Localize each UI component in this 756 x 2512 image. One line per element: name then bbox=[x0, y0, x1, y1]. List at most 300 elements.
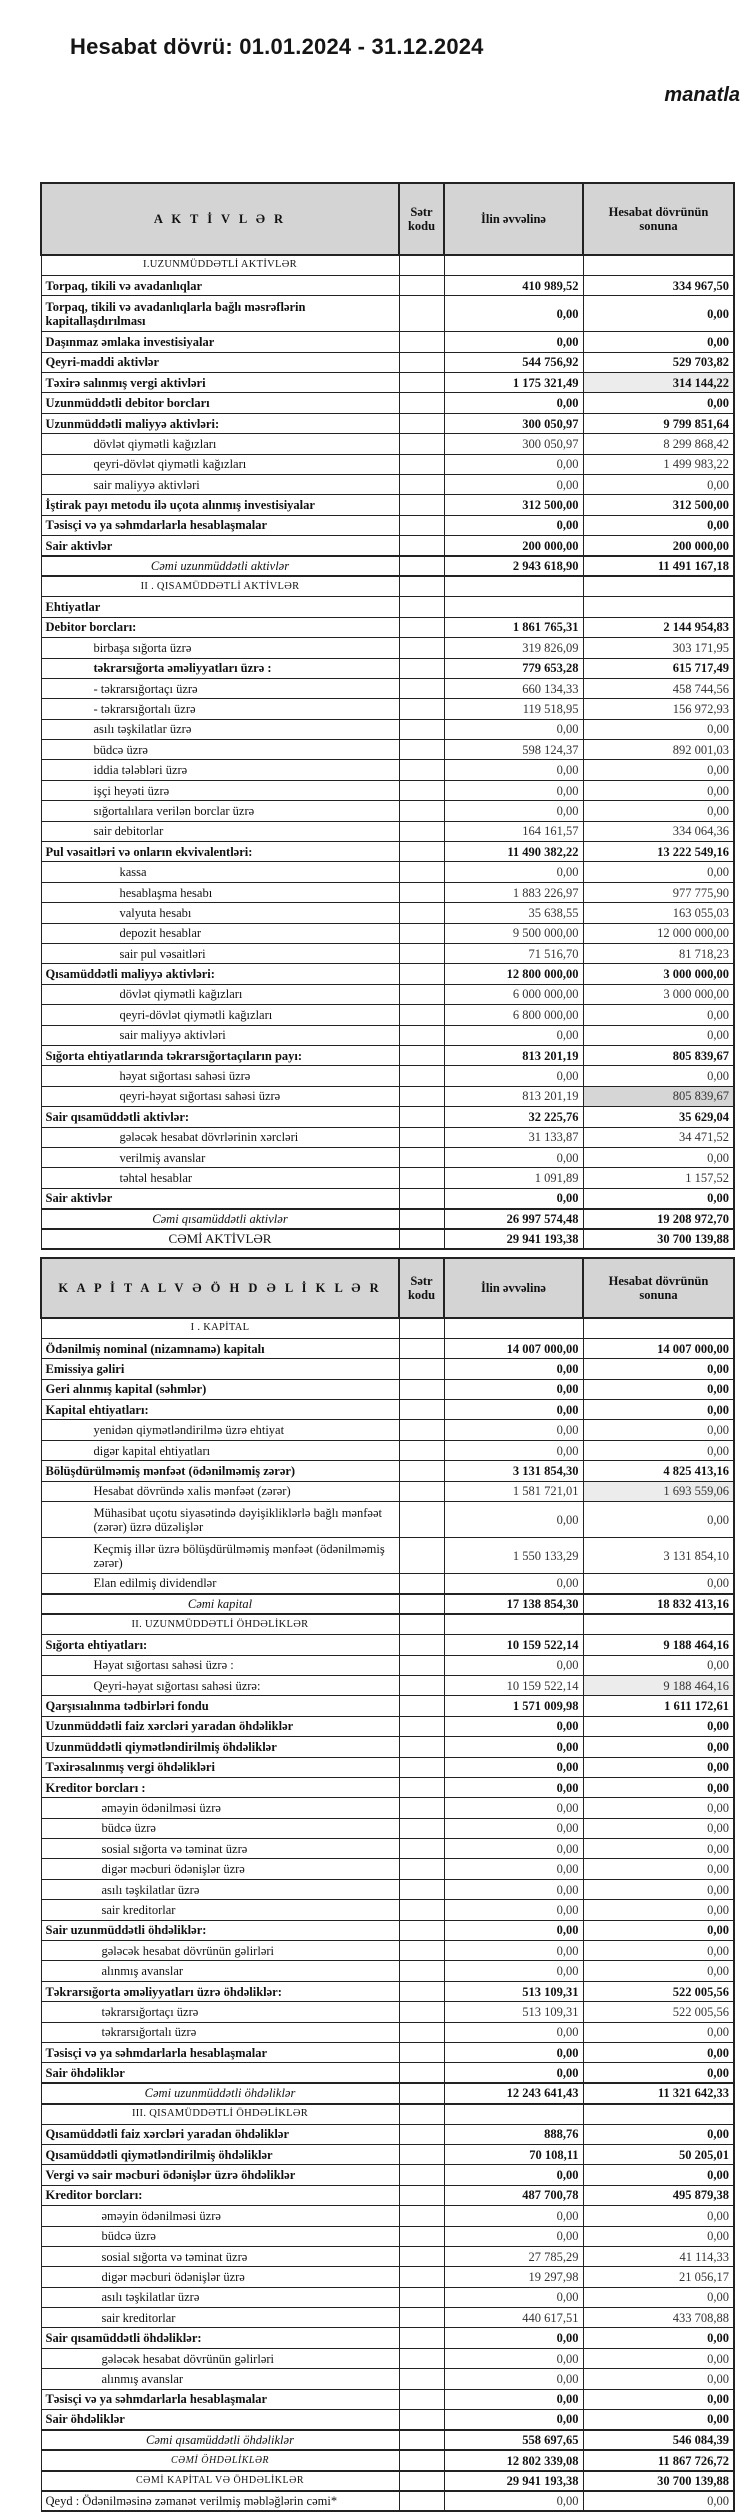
end-of-period-header: Hesabat dövrünün sonuna bbox=[583, 1258, 734, 1318]
end-of-period-value: 0,00 bbox=[583, 2287, 734, 2307]
table-row bbox=[41, 678, 734, 698]
row-label: sair maliyyə aktivləri bbox=[41, 475, 399, 495]
row-label: əməyin ödənilməsi üzrə bbox=[41, 1798, 399, 1818]
row-code-cell bbox=[399, 984, 444, 1004]
end-of-period-value: 0,00 bbox=[583, 2410, 734, 2430]
row-code-cell bbox=[399, 1696, 444, 1716]
end-of-period-value: 0,00 bbox=[583, 1777, 734, 1797]
table-row bbox=[41, 2369, 734, 2389]
row-label: Təsisçi və ya səhmdarlarla hesablaşmalar bbox=[41, 2389, 399, 2409]
total-row bbox=[41, 2450, 734, 2470]
end-of-period-value: 805 839,67 bbox=[583, 1086, 734, 1106]
end-of-period-value: 9 188 464,16 bbox=[583, 1635, 734, 1655]
end-of-period-value: 13 222 549,16 bbox=[583, 842, 734, 862]
row-code-cell bbox=[399, 1502, 444, 1538]
table-row bbox=[41, 1045, 734, 1065]
row-label: Torpaq, tikili və avadanlıqlarla bağlı məsrəflərin kapitallaşdırılması bbox=[41, 296, 399, 332]
start-of-year-value: 0,00 bbox=[444, 1147, 583, 1167]
row-code-cell bbox=[399, 2348, 444, 2368]
row-code-cell bbox=[399, 1147, 444, 1167]
end-of-period-value: 1 693 559,06 bbox=[583, 1481, 734, 1501]
end-of-period-value: 303 171,95 bbox=[583, 638, 734, 658]
row-code-header: Sətr kodu bbox=[399, 183, 444, 255]
start-of-year-value: 35 638,55 bbox=[444, 903, 583, 923]
row-code-cell bbox=[399, 1859, 444, 1879]
start-of-year-value bbox=[444, 1614, 583, 1634]
end-of-period-value: 0,00 bbox=[583, 1798, 734, 1818]
start-of-year-value: 513 109,31 bbox=[444, 2002, 583, 2022]
table-row bbox=[41, 1005, 734, 1025]
row-label: Kreditor borcları : bbox=[41, 1777, 399, 1797]
end-of-period-value: 0,00 bbox=[583, 332, 734, 352]
row-label: sair pul vəsaitləri bbox=[41, 944, 399, 964]
table-row bbox=[41, 1961, 734, 1981]
row-label: Qısamüddətli faiz xərcləri yaradan öhdəliklər bbox=[41, 2124, 399, 2144]
table-row bbox=[41, 1420, 734, 1440]
end-of-period-value: 14 007 000,00 bbox=[583, 1338, 734, 1358]
row-code-cell bbox=[399, 1981, 444, 2001]
start-of-year-value: 0,00 bbox=[444, 2328, 583, 2348]
end-of-period-value: 433 708,88 bbox=[583, 2308, 734, 2328]
row-code-cell bbox=[399, 678, 444, 698]
row-code-cell bbox=[399, 1086, 444, 1106]
row-code-cell bbox=[399, 699, 444, 719]
row-code-cell bbox=[399, 2022, 444, 2042]
row-label: qeyri-dövlət qiymətli kağızları bbox=[41, 454, 399, 474]
end-of-period-value: 0,00 bbox=[583, 2206, 734, 2226]
row-label: Daşınmaz əmlaka investisiyalar bbox=[41, 332, 399, 352]
table-row bbox=[41, 1716, 734, 1736]
row-label: Emissiya gəliri bbox=[41, 1359, 399, 1379]
table-row bbox=[41, 1696, 734, 1716]
row-code-cell bbox=[399, 964, 444, 984]
row-label: Uzunmüddətli maliyyə aktivləri: bbox=[41, 413, 399, 433]
row-code-header: Sətr kodu bbox=[399, 1258, 444, 1318]
capital-liabilities-table bbox=[40, 1257, 735, 2512]
row-label: büdcə üzrə bbox=[41, 2226, 399, 2246]
start-of-year-value: 312 500,00 bbox=[444, 495, 583, 515]
table-row bbox=[41, 2124, 734, 2144]
row-code-cell bbox=[399, 2124, 444, 2144]
table-row bbox=[41, 1379, 734, 1399]
table-row bbox=[41, 454, 734, 474]
row-code-cell bbox=[399, 1005, 444, 1025]
start-of-year-value: 10 159 522,14 bbox=[444, 1635, 583, 1655]
table-row bbox=[41, 2165, 734, 2185]
row-label: Sair qısamüddətli aktivlər: bbox=[41, 1107, 399, 1127]
end-of-period-value: 3 131 854,10 bbox=[583, 1538, 734, 1574]
start-of-year-value bbox=[444, 255, 583, 275]
end-of-period-value: 0,00 bbox=[583, 1420, 734, 1440]
end-of-period-value: 12 000 000,00 bbox=[583, 923, 734, 943]
row-label: CƏMİ ÖHDƏLİKLƏR bbox=[41, 2450, 399, 2470]
table-row bbox=[41, 964, 734, 984]
end-of-period-value: 18 832 413,16 bbox=[583, 1594, 734, 1614]
table-row bbox=[41, 2267, 734, 2287]
total-row bbox=[41, 2430, 734, 2450]
start-of-year-value: 0,00 bbox=[444, 1839, 583, 1859]
end-of-period-value bbox=[583, 2104, 734, 2124]
start-of-year-value: 410 989,52 bbox=[444, 275, 583, 295]
row-label: iddia tələbləri üzrə bbox=[41, 760, 399, 780]
end-of-period-value: 11 867 726,72 bbox=[583, 2450, 734, 2470]
row-label: Təsisçi və ya səhmdarlarla hesablaşmalar bbox=[41, 515, 399, 535]
row-label: Qısamüddətli qiymətləndirilmiş öhdəliklər bbox=[41, 2144, 399, 2164]
row-code-cell bbox=[399, 1025, 444, 1045]
row-code-cell bbox=[399, 1941, 444, 1961]
row-label: sair kreditorlar bbox=[41, 2308, 399, 2328]
start-of-year-value: 200 000,00 bbox=[444, 536, 583, 556]
start-of-year-value: 12 243 641,43 bbox=[444, 2083, 583, 2103]
start-of-year-value: 11 490 382,22 bbox=[444, 842, 583, 862]
row-code-cell bbox=[399, 2308, 444, 2328]
row-code-cell bbox=[399, 1209, 444, 1229]
start-of-year-value: 0,00 bbox=[444, 1920, 583, 1940]
table-row bbox=[41, 2185, 734, 2205]
row-code-cell bbox=[399, 2185, 444, 2205]
row-label: dövlət qiymətli kağızları bbox=[41, 434, 399, 454]
row-label: verilmiş avanslar bbox=[41, 1147, 399, 1167]
row-label: Cəmi uzunmüddətli aktivlər bbox=[41, 556, 399, 576]
table-row bbox=[41, 2022, 734, 2042]
start-of-year-value: 32 225,76 bbox=[444, 1107, 583, 1127]
row-label: Uzunmüddətli qiymətləndirilmiş öhdəliklər bbox=[41, 1737, 399, 1757]
end-of-period-value: 522 005,56 bbox=[583, 1981, 734, 2001]
row-code-cell bbox=[399, 1107, 444, 1127]
start-of-year-value: 0,00 bbox=[444, 1502, 583, 1538]
start-of-year-value: 0,00 bbox=[444, 454, 583, 474]
row-label: II. UZUNMÜDDƏTLİ ÖHDƏLİKLƏR bbox=[41, 1614, 399, 1634]
row-label: Uzunmüddətli debitor borcları bbox=[41, 393, 399, 413]
row-label: Sair aktivlər bbox=[41, 1188, 399, 1208]
end-of-period-value: 0,00 bbox=[583, 1757, 734, 1777]
end-of-period-value bbox=[583, 255, 734, 275]
total-row bbox=[41, 2471, 734, 2491]
end-of-period-value: 0,00 bbox=[583, 1502, 734, 1538]
row-label: Həyat sığortası sahəsi üzrə : bbox=[41, 1655, 399, 1675]
start-of-year-value: 9 500 000,00 bbox=[444, 923, 583, 943]
row-label: asılı təşkilatlar üzrə bbox=[41, 2287, 399, 2307]
table-row bbox=[41, 780, 734, 800]
row-code-cell bbox=[399, 903, 444, 923]
row-label: gələcək hesabat dövrlərinin xərcləri bbox=[41, 1127, 399, 1147]
start-of-year-value: 0,00 bbox=[444, 296, 583, 332]
row-label: depozit hesablar bbox=[41, 923, 399, 943]
row-label: Sair öhdəliklər bbox=[41, 2410, 399, 2430]
end-of-period-value: 805 839,67 bbox=[583, 1045, 734, 1065]
row-code-cell bbox=[399, 617, 444, 637]
start-of-year-value: 0,00 bbox=[444, 2410, 583, 2430]
start-of-year-value: 0,00 bbox=[444, 2165, 583, 2185]
table-row bbox=[41, 495, 734, 515]
row-label: gələcək hesabat dövrünün gəlirləri bbox=[41, 2348, 399, 2368]
row-code-cell bbox=[399, 2287, 444, 2307]
start-of-year-value: 1 550 133,29 bbox=[444, 1538, 583, 1574]
table-row bbox=[41, 1635, 734, 1655]
row-code-cell bbox=[399, 2002, 444, 2022]
table-row bbox=[41, 1502, 734, 1538]
row-code-cell bbox=[399, 1900, 444, 1920]
start-of-year-value: 0,00 bbox=[444, 2491, 583, 2511]
table-row bbox=[41, 617, 734, 637]
table-row bbox=[41, 2389, 734, 2409]
section-heading-row bbox=[41, 576, 734, 596]
table-row bbox=[41, 1757, 734, 1777]
end-of-period-value: 0,00 bbox=[583, 2022, 734, 2042]
row-label: II . QISAMÜDDƏTLİ AKTİVLƏR bbox=[41, 576, 399, 596]
table-row bbox=[41, 1737, 734, 1757]
row-label: asılı təşkilatlar üzrə bbox=[41, 719, 399, 739]
row-label: Cəmi kapital bbox=[41, 1594, 399, 1614]
end-of-period-value: 11 491 167,18 bbox=[583, 556, 734, 576]
end-of-period-value: 0,00 bbox=[583, 1737, 734, 1757]
start-of-year-value: 31 133,87 bbox=[444, 1127, 583, 1147]
end-of-period-value: 163 055,03 bbox=[583, 903, 734, 923]
start-of-year-value: 0,00 bbox=[444, 1941, 583, 1961]
end-of-period-value: 892 001,03 bbox=[583, 740, 734, 760]
row-label: sığortalılara verilən borclar üzrə bbox=[41, 801, 399, 821]
row-label: təkrarsığorta əməliyyatları üzrə : bbox=[41, 658, 399, 678]
table-row bbox=[41, 515, 734, 535]
start-of-year-value: 440 617,51 bbox=[444, 2308, 583, 2328]
end-of-period-value: 0,00 bbox=[583, 1941, 734, 1961]
row-label: təkrarsığortaçı üzrə bbox=[41, 2002, 399, 2022]
row-label: Qısamüddətli maliyyə aktivləri: bbox=[41, 964, 399, 984]
end-of-period-value: 1 157,52 bbox=[583, 1168, 734, 1188]
start-of-year-value: 2 943 618,90 bbox=[444, 556, 583, 576]
start-of-year-header: İlin əvvəlinə bbox=[444, 183, 583, 255]
start-of-year-value: 813 201,19 bbox=[444, 1045, 583, 1065]
row-code-cell bbox=[399, 597, 444, 617]
row-label: Keçmiş illər üzrə bölüşdürülməmiş mənfəət (ödənilməmiş zərər) bbox=[41, 1538, 399, 1574]
start-of-year-value: 0,00 bbox=[444, 1025, 583, 1045]
end-of-period-value: 19 208 972,70 bbox=[583, 1209, 734, 1229]
table-row bbox=[41, 1655, 734, 1675]
table-row bbox=[41, 2308, 734, 2328]
row-label: sair kreditorlar bbox=[41, 1900, 399, 1920]
row-code-cell bbox=[399, 275, 444, 295]
start-of-year-value: 0,00 bbox=[444, 2389, 583, 2409]
end-of-period-value: 0,00 bbox=[583, 1818, 734, 1838]
table-row bbox=[41, 1818, 734, 1838]
table-row bbox=[41, 1675, 734, 1695]
end-of-period-value: 0,00 bbox=[583, 1879, 734, 1899]
row-code-cell bbox=[399, 255, 444, 275]
start-of-year-value bbox=[444, 2104, 583, 2124]
table-row bbox=[41, 2002, 734, 2022]
end-of-period-value: 977 775,90 bbox=[583, 882, 734, 902]
row-label: valyuta hesabı bbox=[41, 903, 399, 923]
row-code-cell bbox=[399, 923, 444, 943]
assets-body bbox=[41, 255, 734, 1249]
start-of-year-value: 3 131 854,30 bbox=[444, 1461, 583, 1481]
row-label: Mühasibat uçotu siyasətində dəyişikliklərlə bağlı mənfəət (zərər) üzrə düzəlişlər bbox=[41, 1502, 399, 1538]
table-row bbox=[41, 1879, 734, 1899]
row-label: digər məcburi ödənişlər üzrə bbox=[41, 2267, 399, 2287]
row-code-cell bbox=[399, 2104, 444, 2124]
row-label: Sair uzunmüddətli öhdəliklər: bbox=[41, 1920, 399, 1940]
table-row bbox=[41, 475, 734, 495]
start-of-year-value bbox=[444, 597, 583, 617]
row-code-cell bbox=[399, 1614, 444, 1634]
end-of-period-value: 30 700 139,88 bbox=[583, 2471, 734, 2491]
row-code-cell bbox=[399, 576, 444, 596]
start-of-year-value: 0,00 bbox=[444, 2022, 583, 2042]
row-code-cell bbox=[399, 801, 444, 821]
row-code-cell bbox=[399, 882, 444, 902]
table-row bbox=[41, 1359, 734, 1379]
start-of-year-value: 0,00 bbox=[444, 1777, 583, 1797]
row-code-cell bbox=[399, 2144, 444, 2164]
start-of-year-value: 10 159 522,14 bbox=[444, 1675, 583, 1695]
end-of-period-value: 0,00 bbox=[583, 2043, 734, 2063]
row-code-cell bbox=[399, 413, 444, 433]
end-of-period-value: 0,00 bbox=[583, 2226, 734, 2246]
start-of-year-value: 0,00 bbox=[444, 1961, 583, 1981]
row-code-cell bbox=[399, 821, 444, 841]
end-of-period-value: 0,00 bbox=[583, 2389, 734, 2409]
end-of-period-value: 0,00 bbox=[583, 393, 734, 413]
row-label: Sair aktivlər bbox=[41, 536, 399, 556]
end-of-period-value: 0,00 bbox=[583, 1839, 734, 1859]
end-of-period-value: 0,00 bbox=[583, 1716, 734, 1736]
row-label: sosial sığorta və təminat üzrə bbox=[41, 1839, 399, 1859]
row-code-cell bbox=[399, 1777, 444, 1797]
row-code-cell bbox=[399, 2410, 444, 2430]
end-of-period-value bbox=[583, 576, 734, 596]
row-label: qeyri-dövlət qiymətli kağızları bbox=[41, 1005, 399, 1025]
row-code-cell bbox=[399, 1879, 444, 1899]
row-label: Təsisçi və ya səhmdarlarla hesablaşmalar bbox=[41, 2043, 399, 2063]
row-label: I . KAPİTAL bbox=[41, 1318, 399, 1338]
start-of-year-value: 0,00 bbox=[444, 1574, 583, 1594]
start-of-year-value: 19 297,98 bbox=[444, 2267, 583, 2287]
end-of-period-value: 156 972,93 bbox=[583, 699, 734, 719]
row-label: Sığorta ehtiyatlarında təkrarsığortaçıların payı: bbox=[41, 1045, 399, 1065]
end-of-period-value: 0,00 bbox=[583, 1188, 734, 1208]
row-code-cell bbox=[399, 2328, 444, 2348]
row-label: Torpaq, tikili və avadanlıqlar bbox=[41, 275, 399, 295]
start-of-year-value: 1 861 765,31 bbox=[444, 617, 583, 637]
start-of-year-value: 0,00 bbox=[444, 760, 583, 780]
report-period-title: Hesabat dövrü: 01.01.2024 - 31.12.2024 bbox=[70, 34, 484, 59]
table-row bbox=[41, 1981, 734, 2001]
start-of-year-value: 0,00 bbox=[444, 2043, 583, 2063]
table-row bbox=[41, 275, 734, 295]
table-row bbox=[41, 1859, 734, 1879]
start-of-year-value: 6 800 000,00 bbox=[444, 1005, 583, 1025]
end-of-period-value: 546 084,39 bbox=[583, 2430, 734, 2450]
row-code-cell bbox=[399, 556, 444, 576]
row-code-cell bbox=[399, 1594, 444, 1614]
currency-unit-label: manatla bbox=[664, 84, 740, 106]
row-label: Təkrarsığorta əməliyyatları üzrə öhdəliklər: bbox=[41, 1981, 399, 2001]
row-label: büdcə üzrə bbox=[41, 740, 399, 760]
table-row bbox=[41, 352, 734, 372]
row-label: Geri alınmış kapital (səhmlər) bbox=[41, 1379, 399, 1399]
row-code-cell bbox=[399, 780, 444, 800]
table-row bbox=[41, 1086, 734, 1106]
liabilities-body bbox=[41, 1318, 734, 2511]
start-of-year-value: 300 050,97 bbox=[444, 413, 583, 433]
table-row bbox=[41, 434, 734, 454]
table-row bbox=[41, 1168, 734, 1188]
table-row bbox=[41, 1025, 734, 1045]
row-label: təkrarsığortalı üzrə bbox=[41, 2022, 399, 2042]
row-label: büdcə üzrə bbox=[41, 1818, 399, 1838]
start-of-year-value: 0,00 bbox=[444, 2226, 583, 2246]
table-row bbox=[41, 2348, 734, 2368]
start-of-year-value bbox=[444, 576, 583, 596]
row-label: alınmış avanslar bbox=[41, 2369, 399, 2389]
start-of-year-value: 0,00 bbox=[444, 1818, 583, 1838]
start-of-year-value: 71 516,70 bbox=[444, 944, 583, 964]
row-label: Debitor borcları: bbox=[41, 617, 399, 637]
start-of-year-value: 0,00 bbox=[444, 1440, 583, 1460]
start-of-year-value: 1 581 721,01 bbox=[444, 1481, 583, 1501]
end-of-period-value: 8 299 868,42 bbox=[583, 434, 734, 454]
table-row bbox=[41, 2328, 734, 2348]
row-label: yenidən qiymətləndirilmə üzrə ehtiyat bbox=[41, 1420, 399, 1440]
table-row bbox=[41, 740, 734, 760]
start-of-year-value: 12 802 339,08 bbox=[444, 2450, 583, 2470]
end-of-period-value: 9 799 851,64 bbox=[583, 413, 734, 433]
end-of-period-value: 334 967,50 bbox=[583, 275, 734, 295]
row-label: Ehtiyatlar bbox=[41, 597, 399, 617]
start-of-year-value: 164 161,57 bbox=[444, 821, 583, 841]
row-label: Təxirəsalınmış vergi öhdəlikləri bbox=[41, 1757, 399, 1777]
row-label: Qeyri-maddi aktivlər bbox=[41, 352, 399, 372]
table-row bbox=[41, 984, 734, 1004]
end-of-period-value: 34 471,52 bbox=[583, 1127, 734, 1147]
end-of-period-value: 3 000 000,00 bbox=[583, 984, 734, 1004]
end-of-period-value bbox=[583, 597, 734, 617]
assets-header-title: A K T İ V L Ə R bbox=[41, 183, 399, 255]
row-label: dövlət qiymətli kağızları bbox=[41, 984, 399, 1004]
start-of-year-value: 29 941 193,38 bbox=[444, 1229, 583, 1249]
start-of-year-value: 6 000 000,00 bbox=[444, 984, 583, 1004]
table-row bbox=[41, 1107, 734, 1127]
start-of-year-value: 558 697,65 bbox=[444, 2430, 583, 2450]
table-row bbox=[41, 2206, 734, 2226]
row-label: Qeyd : Ödənilməsinə zəmanət verilmiş məbləğlərin cəmi* bbox=[41, 2491, 399, 2511]
end-of-period-value: 0,00 bbox=[583, 1359, 734, 1379]
row-code-cell bbox=[399, 393, 444, 413]
row-label: digər məcburi ödənişlər üzrə bbox=[41, 1859, 399, 1879]
row-code-cell bbox=[399, 1655, 444, 1675]
table-row bbox=[41, 699, 734, 719]
end-of-period-header: Hesabat dövrünün sonuna bbox=[583, 183, 734, 255]
row-code-cell bbox=[399, 1961, 444, 1981]
end-of-period-value: 0,00 bbox=[583, 2165, 734, 2185]
end-of-period-value: 35 629,04 bbox=[583, 1107, 734, 1127]
end-of-period-value: 0,00 bbox=[583, 1900, 734, 1920]
row-label: digər kapital ehtiyatları bbox=[41, 1440, 399, 1460]
table-row bbox=[41, 597, 734, 617]
row-code-cell bbox=[399, 760, 444, 780]
row-code-cell bbox=[399, 2226, 444, 2246]
table-row bbox=[41, 536, 734, 556]
row-label: sair maliyyə aktivləri bbox=[41, 1025, 399, 1045]
total-row bbox=[41, 2083, 734, 2103]
table-row bbox=[41, 2491, 734, 2511]
row-code-cell bbox=[399, 536, 444, 556]
table-row bbox=[41, 373, 734, 393]
start-of-year-value: 0,00 bbox=[444, 1400, 583, 1420]
start-of-year-value: 779 653,28 bbox=[444, 658, 583, 678]
end-of-period-value: 200 000,00 bbox=[583, 536, 734, 556]
row-label: kassa bbox=[41, 862, 399, 882]
